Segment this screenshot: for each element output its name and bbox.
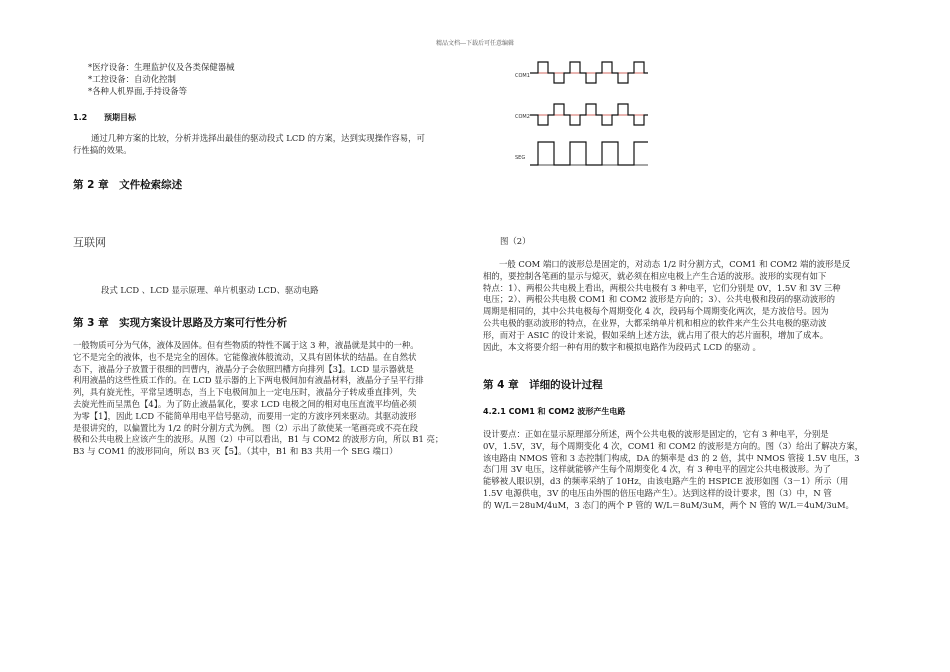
bullet-item: *各种人机界面,手持设备等 [88,85,187,96]
seg-wave [530,142,648,165]
right-paragraph-2 [483,429,903,512]
body-line: 形，而对于 ASIC 的设计来说，假如采纳上述方法，就占用了很大的芯片面积，增加了成本。 [483,329,829,340]
body-line: 该电路由 NMOS 管和 3 态控制门构成，DA 的频率是 d3 的 2 倍，其中 NMOS 管接 1.5V 电压，3 [483,452,860,463]
seg-label: SEG [515,155,526,161]
body-line: 公共电极的驱动波形的特点，在业界，大都采纳单片机和相应的软件来产生公共电极的驱动波 [483,317,827,328]
internet-label: 互联网 [73,236,106,249]
body-line: 相的，要控制各笔画的显示与熄灭，就必须在相应电极上产生合适的波形。波形的实现有如下 [483,270,827,281]
body-line: 它不是完全的液体，也不是完全的固体。它能像液体般流动，又具有固体状的结晶。在自然状 [73,351,417,362]
body-line: 特点：1）、两根公共电极上看出，两根公共电极有 3 种电平，它们分别是 0V，1.5V 和 3V 三种 [483,282,841,293]
body-line: 能够被人眼识别，d3 的频率采纳了 10Hz，由该电路产生的 HSPICE 波形如图（3－1）所示（用 [483,476,849,487]
chapter-4-heading: 第 4 章 详细的设计过程 [483,379,603,391]
page-header: 精品文档---下载后可任意编辑 [435,40,515,47]
com2-label: COM2 [515,114,530,120]
keywords: 段式 LCD 、LCD 显示原理、单片机驱动 LCD、驱动电路 [101,285,319,295]
body-line: 的 W/L＝28uM/4uM，3 态门的两个 P 管的 W/L＝8uM/3uM，两个 N 管的 W/L＝4uM/3uM。 [483,499,854,510]
goal-paragraph [73,133,473,157]
body-line: 利用液晶的这些性质工作的。在 LCD 显示器的上下两电极间加有液晶材料，液晶分子呈平行排 [73,375,424,386]
body-line: 为零【1】，因此 LCD 不能简单用电平信号驱动，而要用一定的方波序列来驱动。其驱动波形 [73,410,417,421]
body-line: 因此，本文将要介绍一种有用的数字和模拟电路作为段码式 LCD 的驱动 。 [483,341,761,352]
bullet-list [88,62,448,97]
goal-line: 通过几种方案的比较，分析并选择出最佳的驱动段式 LCD 的方案，达到实现操作容易，可 [91,133,425,143]
body-line: 是很讲究的，以偏置比为 1/2 的时分割方式为例。 图（2）示出了欲使某一笔画亮或不亮在段 [73,422,419,433]
body-line: 列，具有旋光性，平常呈透明态，当上下电极间加上一定电压时，液晶分子转成垂直排列，失 [73,387,417,398]
body-line: 去旋光性而呈黑色【4】。为了防止液晶氧化，要求 LCD 电极之间的相对电压直流平均值必须 [73,398,417,409]
body-line: B3 与 COM1 的波形同向，所以 B3 灭【5】。（其中，B1 和 B3 共用一个 SEG 端口） [73,446,398,457]
body-line: 极和公共电极上应该产生的波形。从图（2）中可以看出，B1 与 COM2 的波形方向，所以 B1 亮； [73,434,444,445]
body-line: 一般 COM 端口的波形总是固定的，对动态 1/2 时分割方式，COM1 和 COM2 端的波形是反 [499,259,851,269]
right-paragraph-1 [483,259,903,353]
com2-wave [530,104,648,125]
chapter-2-heading: 第 2 章 文件检索综述 [73,179,183,191]
chapter-3-heading: 第 3 章 实现方案设计思路及方案可行性分析 [73,317,288,329]
body-line: 周期是相同的，其中公共电极每个周期变化 4 次，段码每个周期变化两次，是方波信号。因为 [483,306,829,317]
goal-line: 行性搞的效果。 [73,144,132,155]
body-line: 态门用 3V 电压，这样就能够产生每个周期变化 4 次，有 3 种电平的固定公共电极波形。为了 [483,464,831,475]
section-1-2-heading [73,112,136,123]
section-title: 预期目标 [103,113,136,122]
com1-wave [530,62,648,83]
com1-label: COM1 [515,73,530,79]
body-line: 设计要点：正如在显示原理部分所述，两个公共电极的波形是固定的，它有 3 种电平，分别是 [483,429,829,439]
body-line: 0V，1.5V，3V，每个周期变化 4 次，COM1 和 COM2 的波形是方向的。图（3）给出了解决方案， [483,440,864,451]
body-line: 一般物质可分为气体，液体及固体。但有些物质的特性不属于这 3 种，液晶就是其中的一种。 [73,340,419,350]
figure-caption: 图（2） [500,236,531,246]
body-line: 电压；2）、两根公共电极 COM1 和 COM2 波形是方向的；3）、公共电极和段码的驱动波形的 [483,294,836,305]
bullet-item: *医疗设备：生理监护仪及各类保健器械 [88,62,235,72]
body-line: 1.5V 电源供电，3V 的电压由外围的倍压电路产生）。达到这样的设计要求，图（3）中，N 管 [483,487,832,498]
section-4-2-1-heading: 4.2.1 COM1 和 COM2 波形产生电路 [483,407,626,416]
bullet-item: *工控设备：自动化控制 [88,73,176,84]
waveform-figure [510,58,650,176]
body-line: 态下，液晶分子放置于很细的凹曹内，液晶分子会依照凹槽方向排列【3】。LCD 显示器就是 [73,363,414,374]
section-number: 1.2 [73,113,88,122]
chapter-3-body [73,340,473,458]
